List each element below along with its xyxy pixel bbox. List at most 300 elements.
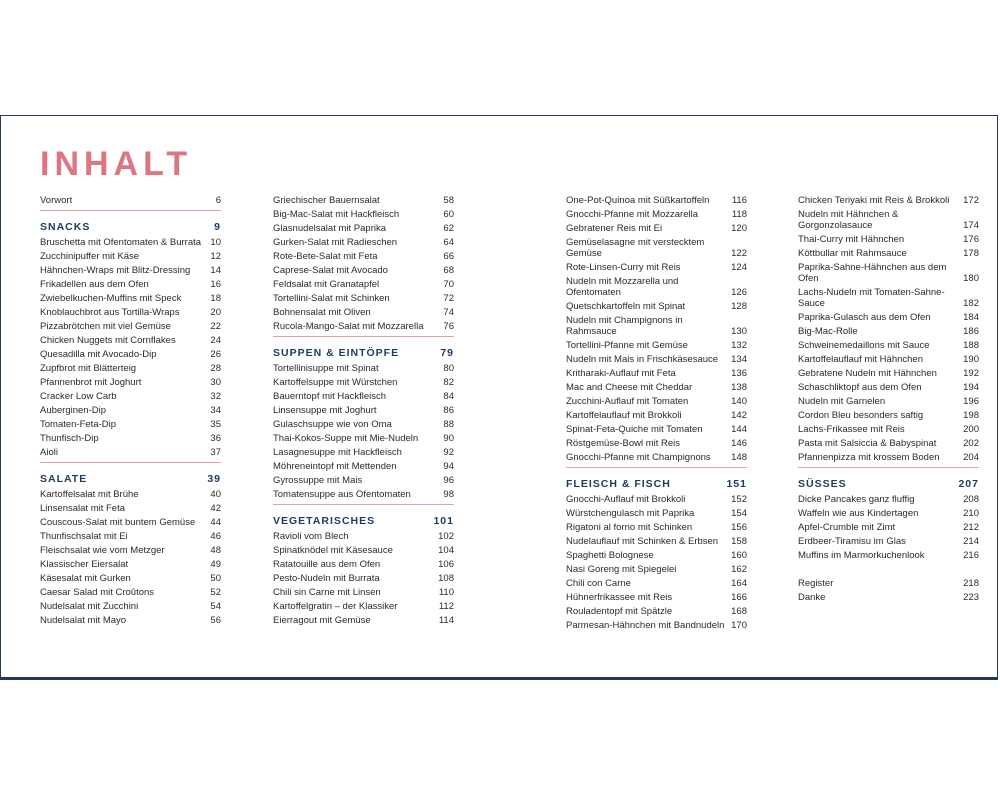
page-number: 180	[963, 272, 979, 284]
page-number: 20	[210, 306, 221, 318]
toc-entry[interactable]	[273, 375, 454, 389]
page-number: 108	[438, 572, 454, 584]
entry-title: Spinat-Feta-Quiche mit Tomaten	[566, 423, 703, 435]
page-number: 30	[210, 376, 221, 388]
entry-title: Ratatouille aus dem Ofen	[273, 558, 381, 570]
section-divider	[40, 210, 221, 211]
page-number: 182	[963, 297, 979, 309]
page-number: 24	[210, 334, 221, 346]
entry-title: Big-Mac-Rolle	[798, 325, 858, 337]
page-number: 210	[963, 507, 979, 519]
toc-entry[interactable]	[566, 338, 747, 352]
page-number: 120	[731, 222, 747, 234]
toc-entry[interactable]	[566, 436, 747, 450]
entry-title: Nudelsalat mit Mayo	[40, 614, 127, 626]
toc-entry[interactable]	[798, 590, 979, 604]
entry-title: Würstchengulasch mit Paprika	[566, 507, 695, 519]
toc-entry[interactable]	[273, 543, 454, 557]
toc-entry[interactable]	[566, 207, 747, 221]
toc-entry[interactable]	[798, 207, 979, 232]
section-heading	[798, 478, 979, 491]
toc-entry[interactable]	[566, 590, 747, 604]
toc-entry[interactable]	[40, 235, 221, 249]
toc-column-4	[798, 193, 979, 604]
entry-title: Nasi Goreng mit Spiegelei	[566, 563, 677, 575]
toc-entry[interactable]	[566, 235, 747, 260]
toc-entry[interactable]	[798, 534, 979, 548]
section-title: FLEISCH & FISCH	[566, 478, 671, 490]
entry-title: Muffins im Marmorkuchenlook	[798, 549, 925, 561]
page-number: 144	[731, 423, 747, 435]
page-title: INHALT	[40, 145, 193, 183]
entry-title: Tortellini-Pfanne mit Gemüse	[566, 339, 688, 351]
page-number: 88	[443, 418, 454, 430]
page-number: 22	[210, 320, 221, 332]
toc-entry[interactable]	[273, 585, 454, 599]
entry-title: Kritharaki-Auflauf mit Feta	[566, 367, 676, 379]
entry-title: Hähnchen-Wraps mit Blitz-Dressing	[40, 264, 191, 276]
page-number: 212	[963, 521, 979, 533]
entry-title: Nudeln mit Mozzarella und Ofentomaten	[566, 275, 679, 298]
toc-entry[interactable]	[273, 529, 454, 543]
entry-title: Mac and Cheese mit Cheddar	[566, 381, 693, 393]
toc-entry[interactable]	[273, 403, 454, 417]
entry-title: Linsensuppe mit Joghurt	[273, 404, 377, 416]
page-number: 18	[210, 292, 221, 304]
section-divider	[566, 467, 747, 468]
toc-entry[interactable]	[40, 515, 221, 529]
page-number: 9	[214, 221, 221, 233]
toc-entry[interactable]	[40, 501, 221, 515]
toc-entry[interactable]	[273, 557, 454, 571]
page-number: 39	[207, 473, 221, 485]
toc-entry[interactable]	[566, 520, 747, 534]
page-number: 112	[438, 600, 454, 612]
toc-entry[interactable]	[566, 618, 747, 632]
entry-title: Gebratene Nudeln mit Hähnchen	[798, 367, 937, 379]
page-number: 216	[963, 549, 979, 561]
entry-title: Schweinemedaillons mit Sauce	[798, 339, 930, 351]
page-number: 160	[731, 549, 747, 561]
entry-title: Register	[798, 577, 834, 589]
page-number: 198	[963, 409, 979, 421]
entry-title: Nudeln mit Champignons in Rahmsauce	[566, 314, 683, 337]
entry-title: Kartoffelsuppe mit Würstchen	[273, 376, 398, 388]
entry-title: Gebratener Reis mit Ei	[566, 222, 663, 234]
toc-entry[interactable]	[798, 506, 979, 520]
entry-title: Paprika-Gulasch aus dem Ofen	[798, 311, 931, 323]
page-number: 146	[731, 437, 747, 449]
page-number: 166	[731, 591, 747, 603]
toc-entry[interactable]	[40, 389, 221, 403]
toc-entry[interactable]	[273, 445, 454, 459]
toc-entry[interactable]	[566, 380, 747, 394]
toc-entry[interactable]	[40, 319, 221, 333]
page-number: 70	[443, 278, 454, 290]
entry-title: Caesar Salad mit Croûtons	[40, 586, 155, 598]
entry-title: Gemüselasagne mit verstecktem Gemüse	[566, 236, 705, 259]
entry-title: Nudeln mit Hähnchen & Gorgonzolasauce	[798, 208, 899, 231]
entry-title: Zupfbrot mit Blätterteig	[40, 362, 137, 374]
page-number: 200	[963, 423, 979, 435]
section-title: SÜSSES	[798, 478, 847, 490]
entry-title: Eierragout mit Gemüse	[273, 614, 371, 626]
entry-title: Schaschliktopf aus dem Ofen	[798, 381, 922, 393]
page-number: 40	[210, 488, 221, 500]
entry-title: Glasnudelsalat mit Paprika	[273, 222, 386, 234]
entry-title: Tomaten-Feta-Dip	[40, 418, 117, 430]
page-number: 186	[963, 325, 979, 337]
page-number: 16	[210, 278, 221, 290]
toc-entry[interactable]	[40, 417, 221, 431]
entry-title: Fleischsalat wie vom Metzger	[40, 544, 165, 556]
toc-entry[interactable]	[40, 361, 221, 375]
page-number: 37	[210, 446, 221, 458]
entry-title: Danke	[798, 591, 826, 603]
entry-title: Pizzabrötchen mit viel Gemüse	[40, 320, 171, 332]
toc-entry[interactable]	[798, 193, 979, 207]
page-number: 174	[963, 219, 979, 231]
toc-entry[interactable]	[798, 246, 979, 260]
page-number: 79	[440, 347, 454, 359]
page-number: 204	[963, 451, 979, 463]
entry-title: Ravioli vom Blech	[273, 530, 349, 542]
toc-entry[interactable]	[40, 375, 221, 389]
page-number: 188	[963, 339, 979, 351]
entry-title: Rigatoni al forno mit Schinken	[566, 521, 693, 533]
entry-title: Pesto-Nudeln mit Burrata	[273, 572, 380, 584]
toc-entry[interactable]	[798, 380, 979, 394]
toc-entry[interactable]	[798, 492, 979, 506]
entry-title: Spinatknödel mit Käsesauce	[273, 544, 393, 556]
page-number: 164	[731, 577, 747, 589]
entry-title: Nudeln mit Garnelen	[798, 395, 886, 407]
toc-entry[interactable]	[273, 193, 454, 207]
section-heading	[273, 515, 454, 528]
toc-entry[interactable]	[40, 543, 221, 557]
page-number: 84	[443, 390, 454, 402]
entry-title: Zucchinipuffer mit Käse	[40, 250, 140, 262]
entry-title: Cordon Bleu besonders saftig	[798, 409, 924, 421]
page-number: 66	[443, 250, 454, 262]
toc-entry[interactable]	[40, 277, 221, 291]
entry-title: Rote-Linsen-Curry mit Reis	[566, 261, 681, 273]
page-number: 106	[438, 558, 454, 570]
page-number: 49	[210, 558, 221, 570]
section-title: SALATE	[40, 473, 88, 485]
entry-title: Lasagnesuppe mit Hackfleisch	[273, 446, 402, 458]
entry-title: Linsensalat mit Feta	[40, 502, 126, 514]
page-number: 140	[731, 395, 747, 407]
toc-entry[interactable]	[40, 431, 221, 445]
toc-entry[interactable]	[798, 436, 979, 450]
section-heading	[273, 347, 454, 360]
page-number: 170	[731, 619, 747, 631]
page-number: 110	[438, 586, 454, 598]
entry-title: Köttbullar mit Rahmsauce	[798, 247, 907, 259]
toc-entry[interactable]	[566, 221, 747, 235]
entry-title: Spaghetti Bolognese	[566, 549, 654, 561]
entry-title: Käsesalat mit Gurken	[40, 572, 131, 584]
entry-title: Gnocchi-Pfanne mit Champignons	[566, 451, 711, 463]
page-number: 86	[443, 404, 454, 416]
entry-title: Paprika-Sahne-Hähnchen aus dem Ofen	[798, 261, 947, 284]
toc-entry[interactable]	[273, 319, 454, 333]
page-number: 74	[443, 306, 454, 318]
page-number: 194	[963, 381, 979, 393]
toc-entry[interactable]	[566, 299, 747, 313]
toc-entry[interactable]	[40, 599, 221, 613]
toc-entry[interactable]	[566, 366, 747, 380]
page-number: 208	[963, 493, 979, 505]
page-number: 156	[731, 521, 747, 533]
page-number: 154	[731, 507, 747, 519]
entry-title: Chicken Teriyaki mit Reis & Brokkoli	[798, 194, 950, 206]
page-number: 122	[731, 247, 747, 259]
page-number: 52	[210, 586, 221, 598]
entry-title: Vorwort	[40, 194, 73, 206]
entry-title: Rouladentopf mit Spätzle	[566, 605, 673, 617]
entry-title: Waffeln wie aus Kindertagen	[798, 507, 919, 519]
toc-entry[interactable]	[798, 576, 979, 590]
toc-entry[interactable]	[273, 571, 454, 585]
spacer	[798, 562, 979, 576]
toc-entry[interactable]	[566, 274, 747, 299]
entry-title: Nudeln mit Mais in Frischkäsesauce	[566, 353, 719, 365]
toc-entry[interactable]	[798, 338, 979, 352]
toc-entry[interactable]	[273, 473, 454, 487]
section-heading	[40, 473, 221, 486]
toc-entry[interactable]	[40, 403, 221, 417]
page-number: 82	[443, 376, 454, 388]
page-number: 190	[963, 353, 979, 365]
toc-entry[interactable]	[798, 422, 979, 436]
page-number: 176	[963, 233, 979, 245]
page-number: 152	[731, 493, 747, 505]
page-number: 60	[443, 208, 454, 220]
entry-title: Pfannenbrot mit Joghurt	[40, 376, 142, 388]
toc-entry[interactable]	[273, 459, 454, 473]
entry-title: Lachs-Nudeln mit Tomaten-Sahne-Sauce	[798, 286, 945, 309]
toc-entry[interactable]	[40, 193, 221, 207]
toc-entry[interactable]	[566, 534, 747, 548]
toc-entry[interactable]	[273, 613, 454, 627]
toc-entry[interactable]	[273, 361, 454, 375]
entry-title: Thai-Curry mit Hähnchen	[798, 233, 905, 245]
toc-entry[interactable]	[273, 389, 454, 403]
entry-title: Aioli	[40, 446, 58, 458]
toc-entry[interactable]	[566, 506, 747, 520]
entry-title: Röstgemüse-Bowl mit Reis	[566, 437, 681, 449]
toc-entry[interactable]	[273, 221, 454, 235]
toc-entry[interactable]	[40, 305, 221, 319]
entry-title: Gnocchi-Pfanne mit Mozzarella	[566, 208, 698, 220]
page-number: 158	[731, 535, 747, 547]
entry-title: Möhreneintopf mit Mettenden	[273, 460, 397, 472]
toc-entry[interactable]	[566, 193, 747, 207]
page-number: 6	[215, 194, 221, 206]
entry-title: Kartoffelauflauf mit Brokkoli	[566, 409, 682, 421]
entry-title: Zucchini-Auflauf mit Tomaten	[566, 395, 689, 407]
toc-entry[interactable]	[273, 235, 454, 249]
page-number: 102	[438, 530, 454, 542]
toc-entry[interactable]	[566, 408, 747, 422]
toc-entry[interactable]	[40, 571, 221, 585]
toc-entry[interactable]	[40, 333, 221, 347]
toc-entry[interactable]	[798, 450, 979, 464]
toc-entry[interactable]	[798, 260, 979, 285]
toc-entry[interactable]	[566, 548, 747, 562]
toc-entry[interactable]	[40, 557, 221, 571]
entry-title: Gurken-Salat mit Radieschen	[273, 236, 398, 248]
toc-entry[interactable]	[798, 310, 979, 324]
page-number: 202	[963, 437, 979, 449]
toc-entry[interactable]	[566, 260, 747, 274]
toc-entry[interactable]	[798, 324, 979, 338]
entry-title: Kartoffelgratin – der Klassiker	[273, 600, 398, 612]
page-number: 68	[443, 264, 454, 276]
toc-entry[interactable]	[40, 445, 221, 459]
toc-entry[interactable]	[798, 366, 979, 380]
toc-entry[interactable]	[273, 417, 454, 431]
toc-entry[interactable]	[566, 394, 747, 408]
entry-title: Cracker Low Carb	[40, 390, 117, 402]
toc-entry[interactable]	[798, 520, 979, 534]
toc-entry[interactable]	[273, 263, 454, 277]
section-title: VEGETARISCHES	[273, 515, 376, 527]
page-number: 56	[210, 614, 221, 626]
toc-entry[interactable]	[566, 422, 747, 436]
toc-entry[interactable]	[273, 277, 454, 291]
page-number: 14	[210, 264, 221, 276]
entry-title: Kartoffelauflauf mit Hähnchen	[798, 353, 923, 365]
page-number: 101	[433, 515, 454, 527]
page-number: 136	[731, 367, 747, 379]
page-number: 80	[443, 362, 454, 374]
entry-title: Tortellinisuppe mit Spinat	[273, 362, 379, 374]
entry-title: Big-Mac-Salat mit Hackfleisch	[273, 208, 400, 220]
toc-entry[interactable]	[566, 450, 747, 464]
section-title: SNACKS	[40, 221, 91, 233]
toc-entry[interactable]	[273, 487, 454, 501]
toc-entry[interactable]	[566, 352, 747, 366]
page-number: 134	[731, 353, 747, 365]
page-number: 132	[731, 339, 747, 351]
page-number: 34	[210, 404, 221, 416]
page-number: 12	[210, 250, 221, 262]
page-number: 72	[443, 292, 454, 304]
toc-entry[interactable]	[798, 394, 979, 408]
section-divider	[40, 462, 221, 463]
page-number: 148	[731, 451, 747, 463]
entry-title: Knoblauchbrot aus Tortilla-Wraps	[40, 306, 180, 318]
toc-entry[interactable]	[566, 562, 747, 576]
toc-entry[interactable]	[273, 431, 454, 445]
toc-entry[interactable]	[40, 347, 221, 361]
page-number: 62	[443, 222, 454, 234]
toc-entry[interactable]	[40, 263, 221, 277]
toc-entry[interactable]	[273, 305, 454, 319]
toc-entry[interactable]	[566, 576, 747, 590]
page-number: 92	[443, 446, 454, 458]
page-number: 90	[443, 432, 454, 444]
toc-entry[interactable]	[40, 585, 221, 599]
toc-entry[interactable]	[798, 352, 979, 366]
page-number: 98	[443, 488, 454, 500]
toc-entry[interactable]	[273, 207, 454, 221]
toc-entry[interactable]	[273, 249, 454, 263]
toc-entry[interactable]	[798, 408, 979, 422]
toc-entry[interactable]	[566, 604, 747, 618]
toc-entry[interactable]	[566, 313, 747, 338]
toc-column-2	[273, 193, 454, 627]
entry-title: Chicken Nuggets mit Cornflakes	[40, 334, 176, 346]
entry-title: Apfel-Crumble mit Zimt	[798, 521, 896, 533]
toc-entry[interactable]	[798, 232, 979, 246]
entry-title: Zwiebelkuchen-Muffins mit Speck	[40, 292, 182, 304]
toc-entry[interactable]	[273, 291, 454, 305]
entry-title: Erdbeer-Tiramisu im Glas	[798, 535, 906, 547]
page-number: 142	[731, 409, 747, 421]
entry-title: One-Pot-Quinoa mit Süßkartoffeln	[566, 194, 710, 206]
page-number: 76	[443, 320, 454, 332]
toc-entry[interactable]	[40, 613, 221, 627]
entry-title: Chili sin Carne mit Linsen	[273, 586, 381, 598]
page-number: 192	[963, 367, 979, 379]
page-number: 104	[438, 544, 454, 556]
toc-entry[interactable]	[273, 599, 454, 613]
page-number: 184	[963, 311, 979, 323]
entry-title: Quesadilla mit Avocado-Dip	[40, 348, 157, 360]
entry-title: Hühnerfrikassee mit Reis	[566, 591, 673, 603]
page-number: 26	[210, 348, 221, 360]
section-title: SUPPEN & EINTÖPFE	[273, 347, 400, 359]
page-number: 44	[210, 516, 221, 528]
page-number: 42	[210, 502, 221, 514]
page-number: 10	[210, 236, 221, 248]
page-number: 178	[963, 247, 979, 259]
entry-title: Thunfischsalat mit Ei	[40, 530, 128, 542]
toc-entry[interactable]	[798, 285, 979, 310]
toc-entry[interactable]	[40, 249, 221, 263]
page-number: 214	[963, 535, 979, 547]
entry-title: Bohnensalat mit Oliven	[273, 306, 371, 318]
page-number: 196	[963, 395, 979, 407]
section-divider	[798, 467, 979, 468]
entry-title: Nudelauflauf mit Schinken & Erbsen	[566, 535, 719, 547]
page-number: 207	[958, 478, 979, 490]
page-number: 130	[731, 325, 747, 337]
section-heading	[40, 221, 221, 234]
toc-entry[interactable]	[40, 291, 221, 305]
toc-entry[interactable]	[566, 492, 747, 506]
page-number: 126	[731, 286, 747, 298]
entry-title: Gyrossuppe mit Mais	[273, 474, 363, 486]
toc-column-3	[566, 193, 747, 632]
toc-entry[interactable]	[40, 487, 221, 501]
entry-title: Rucola-Mango-Salat mit Mozzarella	[273, 320, 424, 332]
toc-entry[interactable]	[40, 529, 221, 543]
page-number: 94	[443, 460, 454, 472]
page-number: 114	[438, 614, 454, 626]
page-number: 36	[210, 432, 221, 444]
page-number: 124	[731, 261, 747, 273]
entry-title: Rote-Bete-Salat mit Feta	[273, 250, 378, 262]
toc-entry[interactable]	[798, 548, 979, 562]
section-heading	[566, 478, 747, 491]
entry-title: Lachs-Frikassee mit Reis	[798, 423, 905, 435]
section-divider	[273, 504, 454, 505]
